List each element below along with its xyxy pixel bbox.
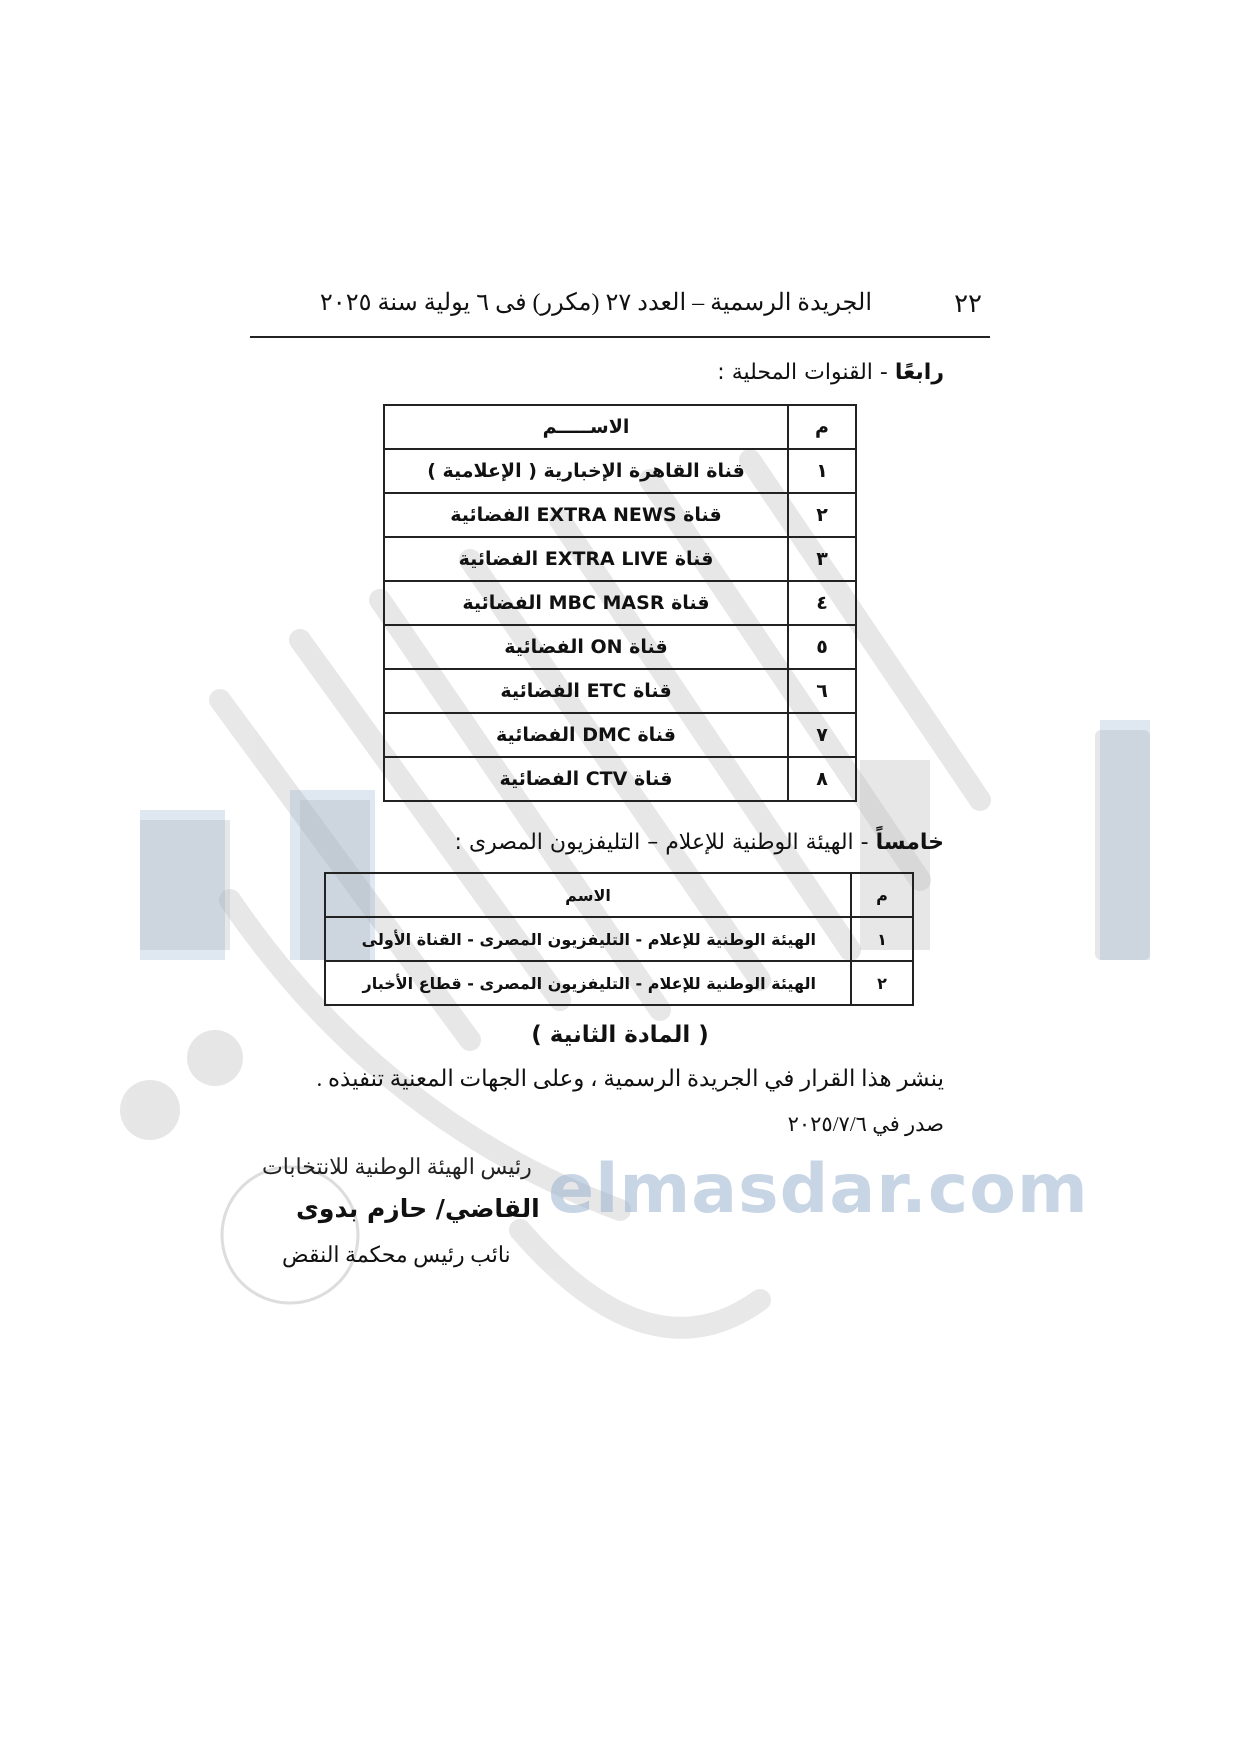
row-no: ١ (851, 917, 913, 961)
row-name: قناة EXTRA NEWS الفضائية (384, 493, 788, 537)
table-row (384, 625, 856, 669)
table-row (384, 713, 856, 757)
row-name: قناة DMC الفضائية (384, 713, 788, 757)
national-media-table (324, 872, 914, 1006)
row-no: ٥ (788, 625, 856, 669)
row-name: قناة القاهرة الإخبارية ( الإعلامية ) (384, 449, 788, 493)
row-name: قناة MBC MASR الفضائية (384, 581, 788, 625)
article-body: ينشر هذا القرار في الجريدة الرسمية ، وعلى الجهات المعنية تنفيذه . (316, 1066, 944, 1091)
row-no: ٢ (788, 493, 856, 537)
table-row (384, 493, 856, 537)
article-heading: ( المادة الثانية ) (531, 1022, 709, 1048)
section5-text: - الهيئة الوطنية للإعلام – التليفزيون المصرى : (454, 830, 876, 855)
page-number: ٢٢ (954, 288, 982, 318)
table-row (384, 449, 856, 493)
table-row (384, 581, 856, 625)
table-row (325, 961, 913, 1005)
row-no: ٨ (788, 757, 856, 801)
header-divider (250, 336, 990, 338)
signature-title: رئيس الهيئة الوطنية للانتخابات (262, 1154, 532, 1179)
row-name: قناة CTV الفضائية (384, 757, 788, 801)
row-name: الهيئة الوطنية للإعلام - التليفزيون المصرى - قطاع الأخبار (325, 961, 851, 1005)
row-name: قناة ETC الفضائية (384, 669, 788, 713)
table-row (384, 537, 856, 581)
section4-heading (717, 360, 944, 385)
header-title: الجريدة الرسمية – العدد ٢٧ (مكرر) فى ٦ يولية سنة ٢٠٢٥ (319, 290, 872, 316)
row-name: الهيئة الوطنية للإعلام - التليفزيون المصرى - القناة الأولى (325, 917, 851, 961)
row-no: ٣ (788, 537, 856, 581)
section5-label: خامساً (875, 830, 944, 855)
table-header-row (325, 873, 913, 917)
local-channels-table (383, 404, 857, 802)
issue-date: صدر في ٢٠٢٥/٧/٦ (787, 1112, 944, 1136)
table-row (384, 757, 856, 801)
row-name: قناة ON الفضائية (384, 625, 788, 669)
row-no: ٦ (788, 669, 856, 713)
signature-role: نائب رئيس محكمة النقض (282, 1242, 511, 1267)
table-row (384, 669, 856, 713)
row-no: ٢ (851, 961, 913, 1005)
section4-label: رابعًا (894, 360, 944, 385)
table-header-row (384, 405, 856, 449)
section4-text: - القنوات المحلية : (717, 360, 895, 385)
col-no-header: م (851, 873, 913, 917)
watermark-text: elmasdar.com (548, 1150, 1089, 1229)
col-name-header: الاسم (325, 873, 851, 917)
col-name-header: الاســـــم (384, 405, 788, 449)
section5-heading (455, 830, 944, 855)
page-header (250, 282, 990, 322)
row-no: ٧ (788, 713, 856, 757)
row-no: ١ (788, 449, 856, 493)
col-no-header: م (788, 405, 856, 449)
signature-name: القاضي/ حازم بدوى (296, 1194, 540, 1223)
row-name: قناة EXTRA LIVE الفضائية (384, 537, 788, 581)
row-no: ٤ (788, 581, 856, 625)
table-row (325, 917, 913, 961)
